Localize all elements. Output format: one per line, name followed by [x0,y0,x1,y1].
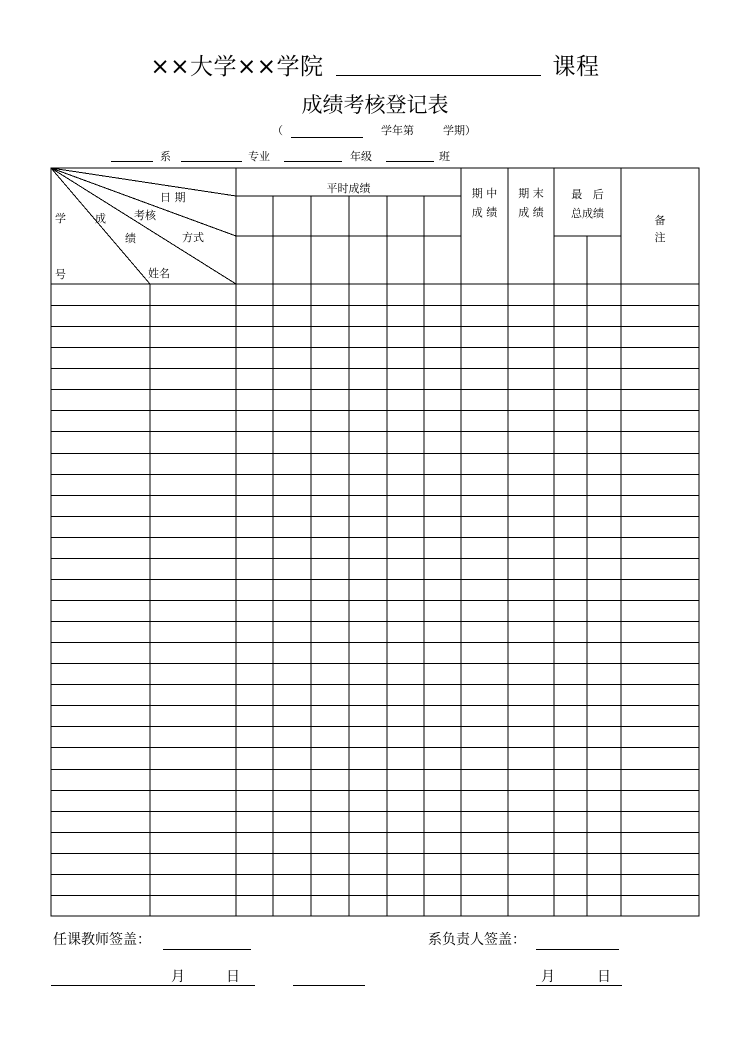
dept-head-day-label: 日 [597,969,611,985]
header-total-2: 总成绩 [571,207,604,220]
header-name: 姓名 [148,267,170,280]
header-score-ji: 绩 [125,232,136,245]
class-label: 班 [439,150,450,163]
header-final-2: 成 绩 [518,206,544,219]
header-total-1: 最 后 [571,188,604,201]
header-number: 号 [55,268,66,281]
header-student: 学 [55,212,66,225]
header-midterm-1: 期 中 [471,187,498,200]
middle-date-line[interactable] [293,985,365,986]
header-final-1: 期 末 [518,187,544,200]
header-regular-score: 平时成绩 [326,182,371,195]
header-midterm-2: 成 绩 [471,206,498,219]
term-open-paren: （ [272,124,283,137]
dept-head-sign-label: 系负责人签盖： [428,932,526,948]
header-exam-mode: 考核 [134,209,156,222]
teacher-date-line[interactable] [51,985,255,986]
header-remark-2: 注 [654,231,666,244]
teacher-month-label: 月 [171,969,185,985]
term-semester-label: 学期） [443,124,476,137]
teacher-sign-blank[interactable] [163,949,251,950]
university-college-name: ××大学××学院 [150,54,324,80]
header-date: 日 期 [160,191,186,204]
course-label: 课程 [552,54,600,80]
dept-head-month-label: 月 [541,969,555,985]
term-year-label: 学年第 [381,124,414,137]
header-remark-1: 备 [654,214,666,227]
form-title: 成绩考核登记表 [301,93,449,117]
header-score-cheng: 成 [95,212,106,225]
major-label: 专业 [248,150,270,163]
dept-label: 系 [160,150,171,163]
teacher-day-label: 日 [226,969,240,985]
dept-head-sign-blank[interactable] [536,949,619,950]
teacher-sign-label: 任课教师签盖： [53,932,151,948]
header-mode: 方式 [182,231,204,244]
grade-label: 年级 [350,150,372,163]
